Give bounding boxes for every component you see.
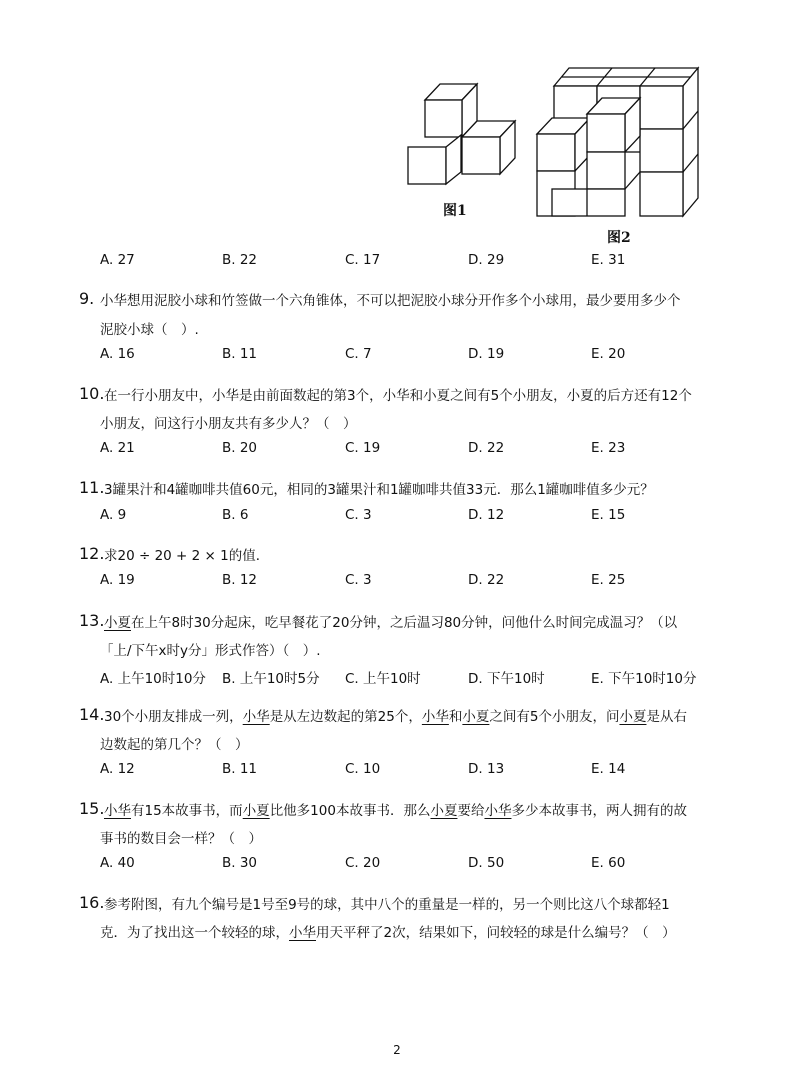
- q14-text-line2: 边数起的第几个？（ ）: [100, 737, 249, 753]
- q13-option-e[interactable]: E. 下午10时10分: [591, 671, 697, 687]
- figure-2-cube-block: [532, 64, 712, 224]
- q14-text-part1: 30个小朋友排成一列，: [104, 709, 243, 725]
- q15-text-line2: 事书的数目会一样？（ ）: [100, 831, 262, 847]
- q10-option-a[interactable]: A. 21: [100, 440, 135, 456]
- q15-text-part4: 多少本故事书，两人拥有的故: [511, 803, 687, 819]
- q12-number: 12.: [79, 544, 105, 563]
- q9-option-e[interactable]: E. 20: [591, 346, 626, 362]
- q14-option-d[interactable]: D. 13: [468, 761, 505, 777]
- q14-option-a[interactable]: A. 12: [100, 761, 135, 777]
- q15-name-xiaohua: 小华: [104, 803, 131, 819]
- q15-name-xiaxia: 小夏: [242, 803, 270, 819]
- q13-option-c[interactable]: C. 上午10时: [345, 671, 421, 687]
- q13-name-xiaxia: 小夏: [104, 615, 131, 631]
- page-number: 2: [393, 1043, 401, 1057]
- q14-option-b[interactable]: B. 11: [222, 761, 258, 777]
- q12-option-b[interactable]: B. 12: [222, 572, 258, 588]
- q14-name-xiaxia: 小夏: [462, 709, 490, 725]
- q15-text-part1: 有15本故事书，而: [131, 803, 243, 819]
- q15-name-xiaxia-2: 小夏: [430, 803, 458, 819]
- q16-number: 16.: [79, 893, 105, 912]
- q14-option-e[interactable]: E. 14: [591, 761, 626, 777]
- q12-option-e[interactable]: E. 25: [591, 572, 626, 588]
- figure-1-label: 图1: [443, 203, 467, 219]
- q9-option-d[interactable]: D. 19: [468, 346, 505, 362]
- q11-option-d[interactable]: D. 12: [468, 507, 505, 523]
- q13-number: 13.: [79, 611, 105, 630]
- q14-name-xiaohua-2: 小华: [421, 709, 449, 725]
- q9-number: 9.: [79, 289, 95, 308]
- q14-text-part5: 是从右: [646, 709, 687, 725]
- q16-name-xiaohua: 小华: [289, 925, 316, 941]
- q10-number: 10.: [79, 384, 105, 403]
- q16-text-line2: [100, 921, 676, 941]
- q9-text-line1: 小华想用泥胶小球和竹签做一个六角锥体，不可以把泥胶小球分开作多个小球用，最少要用多少个: [100, 293, 681, 309]
- figure-1-cube-stack: [403, 80, 523, 190]
- q15-text-part3: 要给: [457, 803, 485, 819]
- q15-number: 15.: [79, 799, 105, 818]
- q8-option-b[interactable]: B. 22: [222, 252, 258, 268]
- q9-option-c[interactable]: C. 7: [345, 346, 372, 362]
- q12-option-a[interactable]: A. 19: [100, 572, 135, 588]
- q14-text-line1: [104, 705, 687, 725]
- q14-number: 14.: [79, 705, 105, 724]
- q11-option-e[interactable]: E. 15: [591, 507, 626, 523]
- q14-text-part4: 之间有5个小朋友，问: [489, 709, 620, 725]
- q13-text-line2: 「上/下午x时y分」形式作答）（ ）.: [100, 643, 321, 659]
- q10-option-c[interactable]: C. 19: [345, 440, 381, 456]
- q8-option-a[interactable]: A. 27: [100, 252, 135, 268]
- q11-option-a[interactable]: A. 9: [100, 507, 127, 523]
- q11-option-c[interactable]: C. 3: [345, 507, 372, 523]
- q15-option-c[interactable]: C. 20: [345, 855, 381, 871]
- q8-option-d[interactable]: D. 29: [468, 252, 505, 268]
- q16-text-part2: 用天平秤了2次，结果如下，问较轻的球是什么编号？（ ）: [316, 925, 676, 941]
- q12-option-c[interactable]: C. 3: [345, 572, 372, 588]
- q13-option-d[interactable]: D. 下午10时: [468, 671, 545, 687]
- q16-text-part1: 克．为了找出这一个较轻的球，: [100, 925, 289, 941]
- q15-name-xiaohua-2: 小华: [484, 803, 512, 819]
- q15-option-a[interactable]: A. 40: [100, 855, 135, 871]
- q13-text-line1-rest: 在上午8时30分起床，吃早餐花了20分钟，之后温习80分钟，问他什么时间完成温习？（以: [131, 615, 678, 631]
- q13-option-a[interactable]: A. 上午10时10分: [100, 671, 206, 687]
- q14-text-part3: 和: [448, 709, 463, 725]
- q14-option-c[interactable]: C. 10: [345, 761, 381, 777]
- q11-number: 11.: [79, 478, 105, 497]
- q11-option-b[interactable]: B. 6: [222, 507, 249, 523]
- q9-text-line2: 泥胶小球（ ）.: [100, 322, 199, 338]
- q10-text-line2: 小朋友，问这行小朋友共有多少人？（ ）: [100, 416, 357, 432]
- q10-option-d[interactable]: D. 22: [468, 440, 505, 456]
- q15-text-part2: 比他多100本故事书．那么: [269, 803, 431, 819]
- q13-option-b[interactable]: B. 上午10时5分: [222, 671, 320, 687]
- q16-text-line1: 参考附图，有九个编号是1号至9号的球，其中八个的重量是一样的，另一个则比这八个球都轻1: [104, 897, 670, 913]
- q14-text-part2: 是从左边数起的第25个，: [269, 709, 422, 725]
- q12-text-line1: 求20 ÷ 20 + 2 × 1的值．: [104, 548, 270, 564]
- q9-option-b[interactable]: B. 11: [222, 346, 258, 362]
- q15-option-e[interactable]: E. 60: [591, 855, 626, 871]
- q14-name-xiaxia-2: 小夏: [619, 709, 647, 725]
- q8-option-c[interactable]: C. 17: [345, 252, 381, 268]
- q12-option-d[interactable]: D. 22: [468, 572, 505, 588]
- q10-option-b[interactable]: B. 20: [222, 440, 258, 456]
- q10-option-e[interactable]: E. 23: [591, 440, 626, 456]
- q14-name-xiaohua: 小华: [242, 709, 270, 725]
- q10-text-line1: 在一行小朋友中，小华是由前面数起的第3个，小华和小夏之间有5个小朋友，小夏的后方还有12个: [104, 388, 692, 404]
- q13-text-line1: [104, 611, 677, 631]
- q15-option-b[interactable]: B. 30: [222, 855, 258, 871]
- q11-text-line1: 3罐果汁和4罐咖啡共值60元，相同的3罐果汁和1罐咖啡共值33元．那么1罐咖啡值多少元？: [104, 482, 654, 498]
- figure-2-label: 图2: [607, 230, 631, 246]
- q15-text-line1: [104, 799, 687, 819]
- q9-option-a[interactable]: A. 16: [100, 346, 135, 362]
- q15-option-d[interactable]: D. 50: [468, 855, 505, 871]
- q8-option-e[interactable]: E. 31: [591, 252, 626, 268]
